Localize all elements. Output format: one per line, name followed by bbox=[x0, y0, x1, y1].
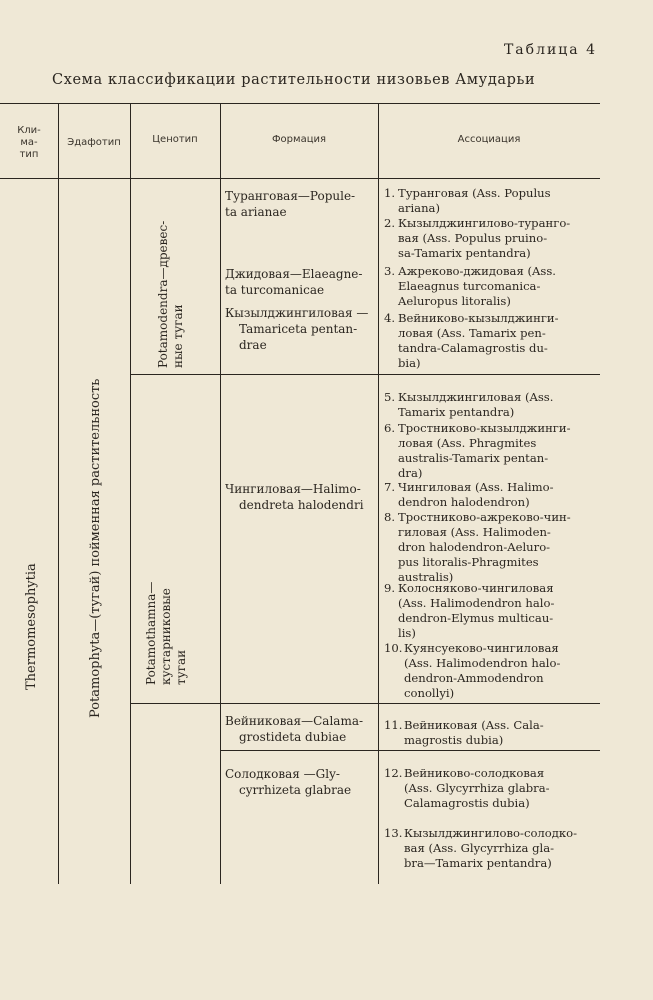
association-text: australis-Tamarix pentan- bbox=[398, 451, 549, 465]
cenotype-line: ные тугаи bbox=[171, 304, 185, 368]
association-line bbox=[384, 356, 559, 371]
association-item bbox=[384, 421, 571, 481]
formation-line: Туранговая—Popule- bbox=[225, 189, 356, 203]
col-divider-2 bbox=[130, 104, 131, 884]
association-line bbox=[384, 826, 577, 841]
cenotype-line: кустарниковые bbox=[159, 588, 173, 685]
association-text: dron halodendron-Aeluro- bbox=[398, 540, 551, 554]
association-line bbox=[384, 796, 550, 811]
association-line bbox=[384, 186, 551, 201]
association-number: 5. bbox=[384, 390, 396, 404]
col-divider-1 bbox=[58, 104, 59, 884]
association-line bbox=[384, 326, 559, 341]
cenotype-potamothamna bbox=[144, 582, 189, 685]
header-bottom-rule bbox=[0, 178, 600, 179]
association-line bbox=[384, 466, 571, 481]
association-line bbox=[384, 436, 571, 451]
col-divider-4 bbox=[378, 104, 379, 884]
association-text: Tamarix pentandra) bbox=[398, 405, 515, 419]
association-number: 2. bbox=[384, 216, 396, 230]
association-line bbox=[384, 421, 571, 436]
association-text: lis) bbox=[398, 626, 416, 640]
formation-chingil bbox=[225, 481, 364, 513]
association-line bbox=[384, 656, 560, 671]
formation-line: dendreta halodendri bbox=[239, 498, 364, 512]
association-line bbox=[384, 480, 554, 495]
association-line bbox=[384, 781, 550, 796]
association-text: вая (Ass. Populus pruino- bbox=[398, 231, 548, 245]
formation-line: ta turcomanicae bbox=[225, 283, 325, 297]
cenotype-line: тугаи bbox=[174, 649, 188, 685]
association-line bbox=[384, 611, 554, 626]
association-text: Кызылджингиловая (Ass. bbox=[398, 390, 554, 404]
association-text: australis) bbox=[398, 570, 454, 584]
association-text: Вейниковая (Ass. Cala- bbox=[404, 718, 544, 732]
association-line bbox=[384, 596, 554, 611]
formation-line: cyrrhizeta glabrae bbox=[239, 783, 352, 797]
header-edaphotype: Эдафотип bbox=[67, 137, 121, 148]
association-item bbox=[384, 766, 550, 811]
association-line bbox=[384, 216, 570, 231]
association-text: conollyi) bbox=[404, 686, 455, 700]
table-title: Схема классификации растительности низовьев Амударьи bbox=[52, 72, 536, 88]
association-number: 6. bbox=[384, 421, 396, 435]
header-climatype-line: Кли- bbox=[17, 125, 41, 136]
association-text: dendron halodendron) bbox=[398, 495, 530, 509]
association-text: гиловая (Ass. Halimoden- bbox=[398, 525, 551, 539]
association-text: sa-Tamarix pentandra) bbox=[398, 246, 531, 260]
association-item bbox=[384, 264, 556, 309]
association-text: Колосняково-чингиловая bbox=[398, 581, 554, 595]
formation-line: Солодковая —Gly- bbox=[225, 767, 340, 781]
association-number: 1. bbox=[384, 186, 396, 200]
header-climatype-line: ма- bbox=[20, 137, 38, 148]
cenotype-potamodendra bbox=[156, 221, 186, 368]
association-number: 7. bbox=[384, 480, 396, 494]
association-line bbox=[384, 626, 554, 641]
header-climatype bbox=[0, 125, 58, 161]
association-text: Чингиловая (Ass. Halimo- bbox=[398, 480, 554, 494]
header-association: Ассоциация bbox=[457, 134, 521, 145]
association-text: Вейниково-кызылджинги- bbox=[398, 311, 559, 325]
association-line bbox=[384, 405, 553, 420]
association-number: 8. bbox=[384, 510, 396, 524]
formation-line: Джидовая—Elaeagne- bbox=[225, 267, 363, 281]
association-text: Aeluropus litoralis) bbox=[398, 294, 511, 308]
edaphotype-label: Potamophyta—(тугай) пойменная растительность bbox=[88, 378, 103, 718]
header-cenotype: Ценотип bbox=[152, 134, 198, 145]
formation-line: ta arianae bbox=[225, 205, 287, 219]
table-number-label: Таблица 4 bbox=[503, 42, 597, 58]
association-line bbox=[384, 246, 570, 261]
association-text: tandra-Calamagrostis du- bbox=[398, 341, 548, 355]
association-number: 12. bbox=[384, 766, 403, 780]
association-line bbox=[384, 525, 571, 540]
association-text: (Ass. Halimodendron halo- bbox=[398, 596, 555, 610]
formation-line: drae bbox=[239, 338, 267, 352]
association-item bbox=[384, 390, 553, 420]
formation-line: Кызылджингиловая — bbox=[225, 306, 369, 320]
association-line bbox=[384, 841, 577, 856]
header-climatype-line: тип bbox=[19, 149, 39, 160]
association-item bbox=[384, 581, 554, 641]
association-text: Куянсуеково-чингиловая bbox=[404, 641, 559, 655]
association-item bbox=[384, 718, 544, 748]
association-number: 4. bbox=[384, 311, 396, 325]
association-line bbox=[384, 718, 544, 733]
formation-line: Чингиловая—Halimo- bbox=[225, 482, 361, 496]
association-text: bia) bbox=[398, 356, 421, 370]
formation-line: grostideta dubiae bbox=[239, 730, 347, 744]
association-text: dra) bbox=[398, 466, 423, 480]
association-number: 13. bbox=[384, 826, 403, 840]
association-line bbox=[384, 686, 560, 701]
association-text: Тростниково-кызылджинги- bbox=[398, 421, 571, 435]
association-text: bra—Tamarix pentandra) bbox=[404, 856, 552, 870]
association-text: Тростниково-ажреково-чин- bbox=[398, 510, 571, 524]
association-line bbox=[384, 341, 559, 356]
formation-jida bbox=[225, 266, 362, 298]
association-text: dendron-Ammodendron bbox=[404, 671, 544, 685]
formation-line: Tamariceta pentan- bbox=[239, 322, 358, 336]
association-line bbox=[384, 671, 560, 686]
association-line bbox=[384, 451, 571, 466]
association-line bbox=[384, 495, 554, 510]
association-item bbox=[384, 311, 559, 371]
table-top-rule bbox=[0, 103, 600, 104]
association-number: 3. bbox=[384, 264, 396, 278]
association-number: 10. bbox=[384, 641, 403, 655]
association-text: Кызылджингилово-солодко- bbox=[404, 826, 578, 840]
association-item bbox=[384, 186, 551, 216]
col-divider-3 bbox=[220, 104, 221, 884]
association-text: Elaeagnus turcomanica- bbox=[398, 279, 541, 293]
cenotype-line: Potamothamna— bbox=[144, 581, 158, 685]
association-text: dendron-Elymus multicau- bbox=[398, 611, 554, 625]
formation-turanga bbox=[225, 188, 355, 220]
formation-line: Вейниковая—Calama- bbox=[225, 714, 364, 728]
association-line bbox=[384, 733, 544, 748]
association-line bbox=[384, 279, 556, 294]
formation-solodka bbox=[225, 766, 351, 798]
association-text: ловая (Ass. Phragmites bbox=[398, 436, 537, 450]
association-item bbox=[384, 480, 554, 510]
association-line bbox=[384, 510, 571, 525]
association-line bbox=[384, 294, 556, 309]
association-number: 9. bbox=[384, 581, 396, 595]
association-text: вая (Ass. Glycyrrhiza gla- bbox=[404, 841, 555, 855]
formation-kyzyldzhingil bbox=[225, 305, 368, 353]
cenotype-line: Potamodendra—древес- bbox=[156, 220, 170, 368]
association-line bbox=[384, 311, 559, 326]
association-text: ловая (Ass. Tamarix pen- bbox=[398, 326, 546, 340]
association-text: Ажреково-джидовая (Ass. bbox=[398, 264, 556, 278]
association-text: Calamagrostis dubia) bbox=[404, 796, 530, 810]
association-text: (Ass. Halimodendron halo- bbox=[404, 656, 561, 670]
association-text: pus litoralis-Phragmites bbox=[398, 555, 539, 569]
header-formation: Формация bbox=[271, 134, 327, 145]
association-text: Кызылджингилово-туранго- bbox=[398, 216, 571, 230]
association-number: 11. bbox=[384, 718, 403, 732]
association-line bbox=[384, 856, 577, 871]
association-line bbox=[384, 581, 554, 596]
association-line bbox=[384, 390, 553, 405]
association-line bbox=[384, 641, 560, 656]
association-line bbox=[384, 540, 571, 555]
association-line bbox=[384, 201, 551, 216]
association-text: (Ass. Glycyrrhiza glabra- bbox=[404, 781, 550, 795]
association-line bbox=[384, 766, 550, 781]
association-item bbox=[384, 826, 577, 871]
rule-potamothamna-bottom bbox=[130, 703, 600, 704]
association-text: ariana) bbox=[398, 201, 440, 215]
association-text: Туранговая (Ass. Populus bbox=[398, 186, 551, 200]
association-line bbox=[384, 231, 570, 246]
association-line bbox=[384, 264, 556, 279]
association-item bbox=[384, 216, 570, 261]
association-item bbox=[384, 641, 560, 701]
association-text: magrostis dubia) bbox=[404, 733, 504, 747]
rule-potamodendra-bottom bbox=[130, 374, 600, 375]
association-line bbox=[384, 555, 571, 570]
rule-veinik-bottom bbox=[220, 750, 600, 751]
association-text: Вейниково-солодковая bbox=[404, 766, 545, 780]
climatype-label: Thermomesophytia bbox=[24, 563, 39, 690]
association-item bbox=[384, 510, 571, 585]
formation-veinik bbox=[225, 713, 363, 745]
